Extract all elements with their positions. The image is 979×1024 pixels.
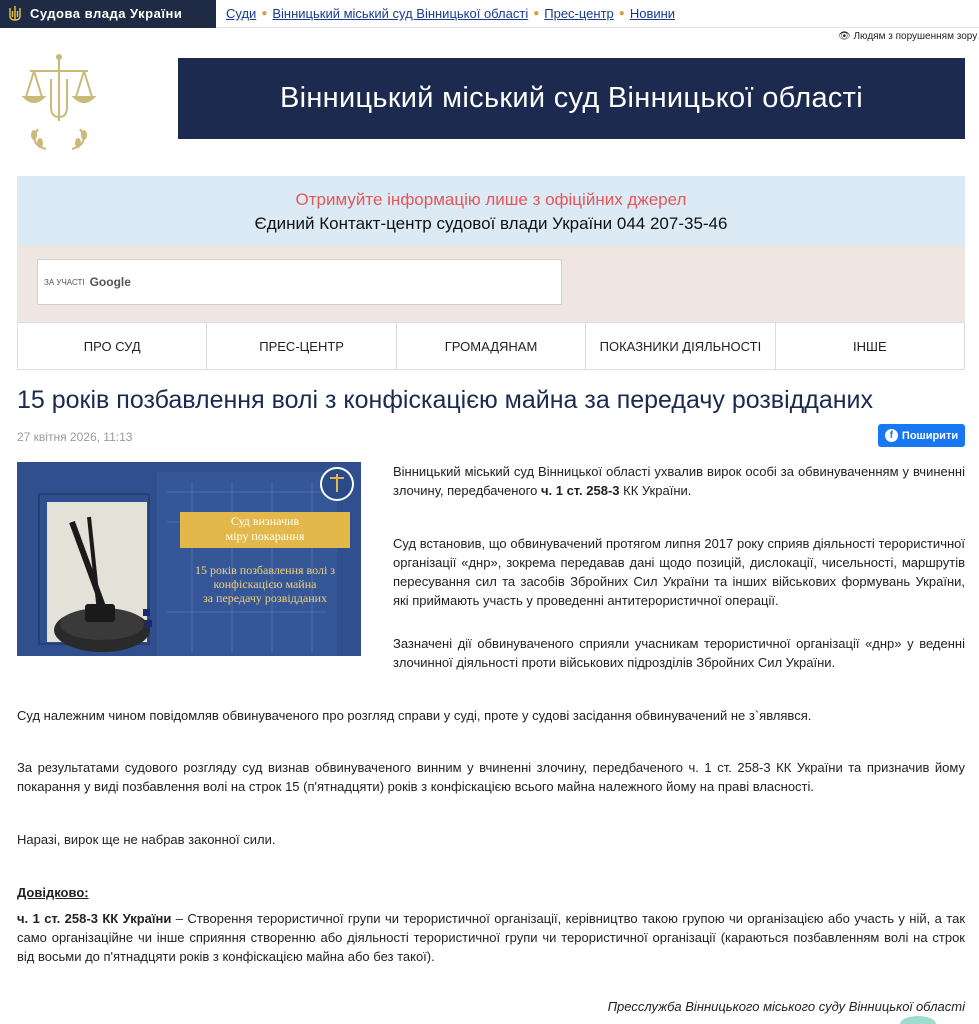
- article-paragraph-6: Наразі, вирок ще не набрав законної сили.: [17, 832, 276, 847]
- article-law-reference: ч. 1 ст. 258-3: [540, 483, 620, 498]
- nav-item-press-center[interactable]: ПРЕС-ЦЕНТР: [207, 323, 396, 369]
- scroll-to-top-button[interactable]: [900, 1016, 936, 1024]
- official-sources-notice: Отримуйте інформацію лише з офіційних джерел: [295, 190, 687, 209]
- scales-of-justice-logo[interactable]: [18, 49, 100, 155]
- image-text-line2: конфіскацією майна: [213, 577, 317, 591]
- top-bar: [0, 0, 979, 28]
- article-image: [17, 462, 361, 656]
- breadcrumb-separator: ●: [533, 8, 540, 19]
- breadcrumb-separator: ●: [261, 8, 268, 19]
- article-date: 27 квітня 2026, 11:13: [17, 430, 133, 444]
- article-title: 15 років позбавлення волі з конфіскацією майна за передачу розвідданих: [17, 386, 873, 414]
- article-paragraph-4: Суд належним чином повідомляв обвинуваченого про розгляд справи у суді, проте у судові засідання обвинувачений не з`являвся.: [17, 708, 812, 723]
- brand-label: Судова влада України: [30, 6, 183, 21]
- court-title[interactable]: Вінницький міський суд Вінницької області: [178, 58, 965, 139]
- share-label: Поширити: [901, 429, 959, 442]
- google-logo: Google: [89, 275, 131, 289]
- search-input[interactable]: [37, 259, 562, 305]
- press-service-signature: Пресслужба Вінницького міського суду Вінницької області: [607, 999, 965, 1014]
- site-header: [0, 44, 979, 164]
- breadcrumb: [226, 6, 675, 21]
- facebook-icon: f: [885, 429, 898, 442]
- search-area: [17, 246, 965, 322]
- breadcrumb-press-center[interactable]: Прес-центр: [544, 6, 614, 21]
- contact-center-notice: Єдиний Контакт-центр судової влади України 044 207-35-46: [254, 214, 728, 233]
- reference-paragraph: ч. 1 ст. 258-3 КК України – Створення терористичної групи чи терористичної організації, керівництво такою групою чи організацією або участь у ній, а так само організаційне чи інше сприяння створенню або діяльності терористичної групи чи терористичної організації (караються позбавленням волі на строк від восьми до п'ятнадцяти років з конфіскацією майна або без такої).: [17, 911, 966, 964]
- image-heading-line2: міру покарання: [225, 529, 305, 543]
- image-heading-line1: Суд визначив: [230, 514, 300, 528]
- trident-icon: [8, 5, 22, 23]
- search-powered-by: ЗА УЧАСТІ: [44, 277, 85, 287]
- info-banner: [17, 176, 965, 246]
- main-nav: [17, 322, 965, 370]
- article-illustration: [17, 462, 361, 656]
- judiciary-brand[interactable]: [0, 0, 216, 28]
- image-text-line3: за передачу розвідданих: [202, 591, 328, 605]
- article-paragraph-1: Вінницький міський суд Вінницької області ухвалив вирок особі за обвинуваченням у вчиненні злочину, передбаченого ч. 1 ст. 258-3 КК України.: [393, 464, 965, 498]
- image-text-line1: 15 років позбавлення волі з: [194, 563, 336, 577]
- eye-icon: 👁: [838, 31, 851, 42]
- nav-item-other[interactable]: ІНШЕ: [853, 338, 887, 354]
- nav-item-performance[interactable]: ПОКАЗНИКИ ДІЯЛЬНОСТІ: [586, 323, 775, 369]
- reference-heading: Довідково:: [17, 885, 89, 900]
- nav-item-citizens[interactable]: ГРОМАДЯНАМ: [397, 323, 586, 369]
- article-paragraph-5: За результатами судового розгляду суд визнав обвинуваченого винним у вчиненні злочину, передбаченого ч. 1 ст. 258-3 КК України та призначив йому покарання у виді позбавлення волі на строк 15 (п'ятнадцяти) років з конфіскацією всього майна належного йому на праві власності.: [17, 760, 965, 794]
- accessibility-label: Людям з порушенням зору: [853, 31, 978, 42]
- breadcrumb-courts[interactable]: Суди: [226, 6, 257, 21]
- accessibility-link[interactable]: [838, 31, 979, 42]
- breadcrumb-court[interactable]: Вінницький міський суд Вінницької області: [272, 6, 529, 21]
- breadcrumb-news[interactable]: Новини: [629, 6, 676, 21]
- reference-law: ч. 1 ст. 258-3 КК України: [17, 911, 172, 926]
- article-paragraph-3: Зазначені дії обвинуваченого сприяли учасникам терористичної організації «днр» у веденні злочинної діяльності проти військових підрозділів Збройних Сил України.: [393, 636, 965, 670]
- facebook-share-button[interactable]: [878, 424, 965, 447]
- breadcrumb-separator: ●: [618, 8, 625, 19]
- nav-item-about[interactable]: ПРО СУД: [18, 323, 207, 369]
- article-paragraph-2: Суд встановив, що обвинувачений протягом липня 2017 року сприяв діяльності терористичної організації «днр», зокрема передавав дані щодо позицій, дислокації, чисельності, маршрутів пересування сил та засобів Збройних Сил України та інших військових формувань України, які приймають участь у проведенні антитерористичної операції.: [393, 536, 965, 608]
